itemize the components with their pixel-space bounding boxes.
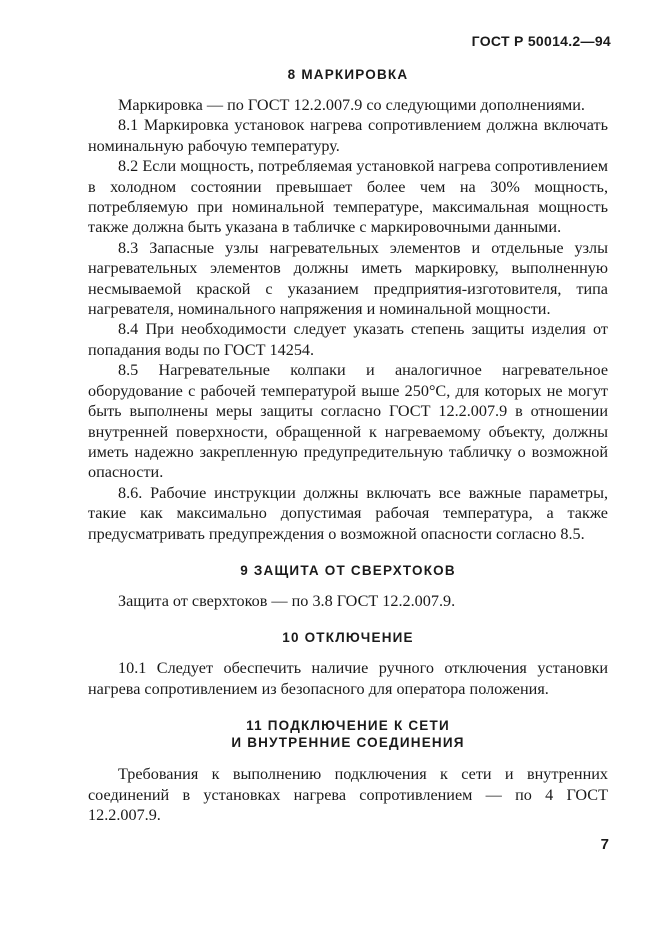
- section-11-text: Требования к выполнению подключения к сети и внутренних соединений в установках нагрева сопротивлением — по 4 ГОСТ 12.2.007.9.: [88, 765, 608, 824]
- clause-8-1: 8.1 Маркировка установок нагрева сопротивлением должна включать номинальную рабочую температуру.: [88, 116, 608, 155]
- section-9-heading: 9 ЗАЩИТА ОТ СВЕРХТОКОВ: [240, 562, 456, 578]
- clause-8-3: 8.3 Запасные узлы нагревательных элементов и отдельные узлы нагревательных элементов должны иметь маркировку, выполненную несмываемой краской с указанием предприятия-изготовителя, типа нагревателя, номинального напряжения и номинальной мощности.: [88, 238, 608, 319]
- section-8-heading: 8 МАРКИРОВКА: [287, 67, 409, 82]
- section-8-intro: Маркировка — по ГОСТ 12.2.007.9 со следующими дополнениями.: [118, 96, 585, 114]
- section-10-heading: 10 ОТКЛЮЧЕНИЕ: [282, 630, 414, 646]
- section-9-text: Защита от сверхтоков — по 3.8 ГОСТ 12.2.007.9.: [118, 591, 456, 610]
- standard-code: ГОСТ Р 50014.2—94: [471, 33, 611, 49]
- section-11-heading: [88, 717, 608, 751]
- clause-8-2: 8.2 Если мощность, потребляемая установкой нагрева сопротивлением в холодном состоянии превышает более чем на 30% мощность, потребляемую при номинальной температуре, максимальная мощность также должна быть указана в табличке с маркировочными данными.: [88, 157, 608, 237]
- page-number: 7: [600, 836, 609, 853]
- clause-10-1: 10.1 Следует обеспечить наличие ручного отключения установки нагрева сопротивлением из безопасного для оператора положения.: [88, 659, 608, 698]
- clause-8-6: 8.6. Рабочие инструкции должны включать все важные параметры, такие как максимально допустимая рабочая температура, а также предусматривать предупреждения о возможной опасности согласно 8.5.: [88, 483, 608, 543]
- section-11-heading-line-1: 11 ПОДКЛЮЧЕНИЕ К СЕТИ: [246, 718, 450, 734]
- clause-8-4: 8.4 При необходимости следует указать степень защиты изделия от попадания воды по ГОСТ 14254.: [88, 320, 608, 359]
- document-body: [88, 64, 608, 825]
- clause-8-5: 8.5 Нагревательные колпаки и аналогичное нагревательное оборудование с рабочей температурой выше 250°С, для которых не могут быть выполнены меры защиты согласно ГОСТ 12.2.007.9 в отношении внутренней поверхности, обращенной к нагреваемому объекту, должны иметь надежно закрепленную предупредительную табличку о возможной опасности.: [88, 361, 608, 482]
- section-11-heading-line-2: И ВНУТРЕННИЕ СОЕДИНЕНИЯ: [231, 735, 465, 751]
